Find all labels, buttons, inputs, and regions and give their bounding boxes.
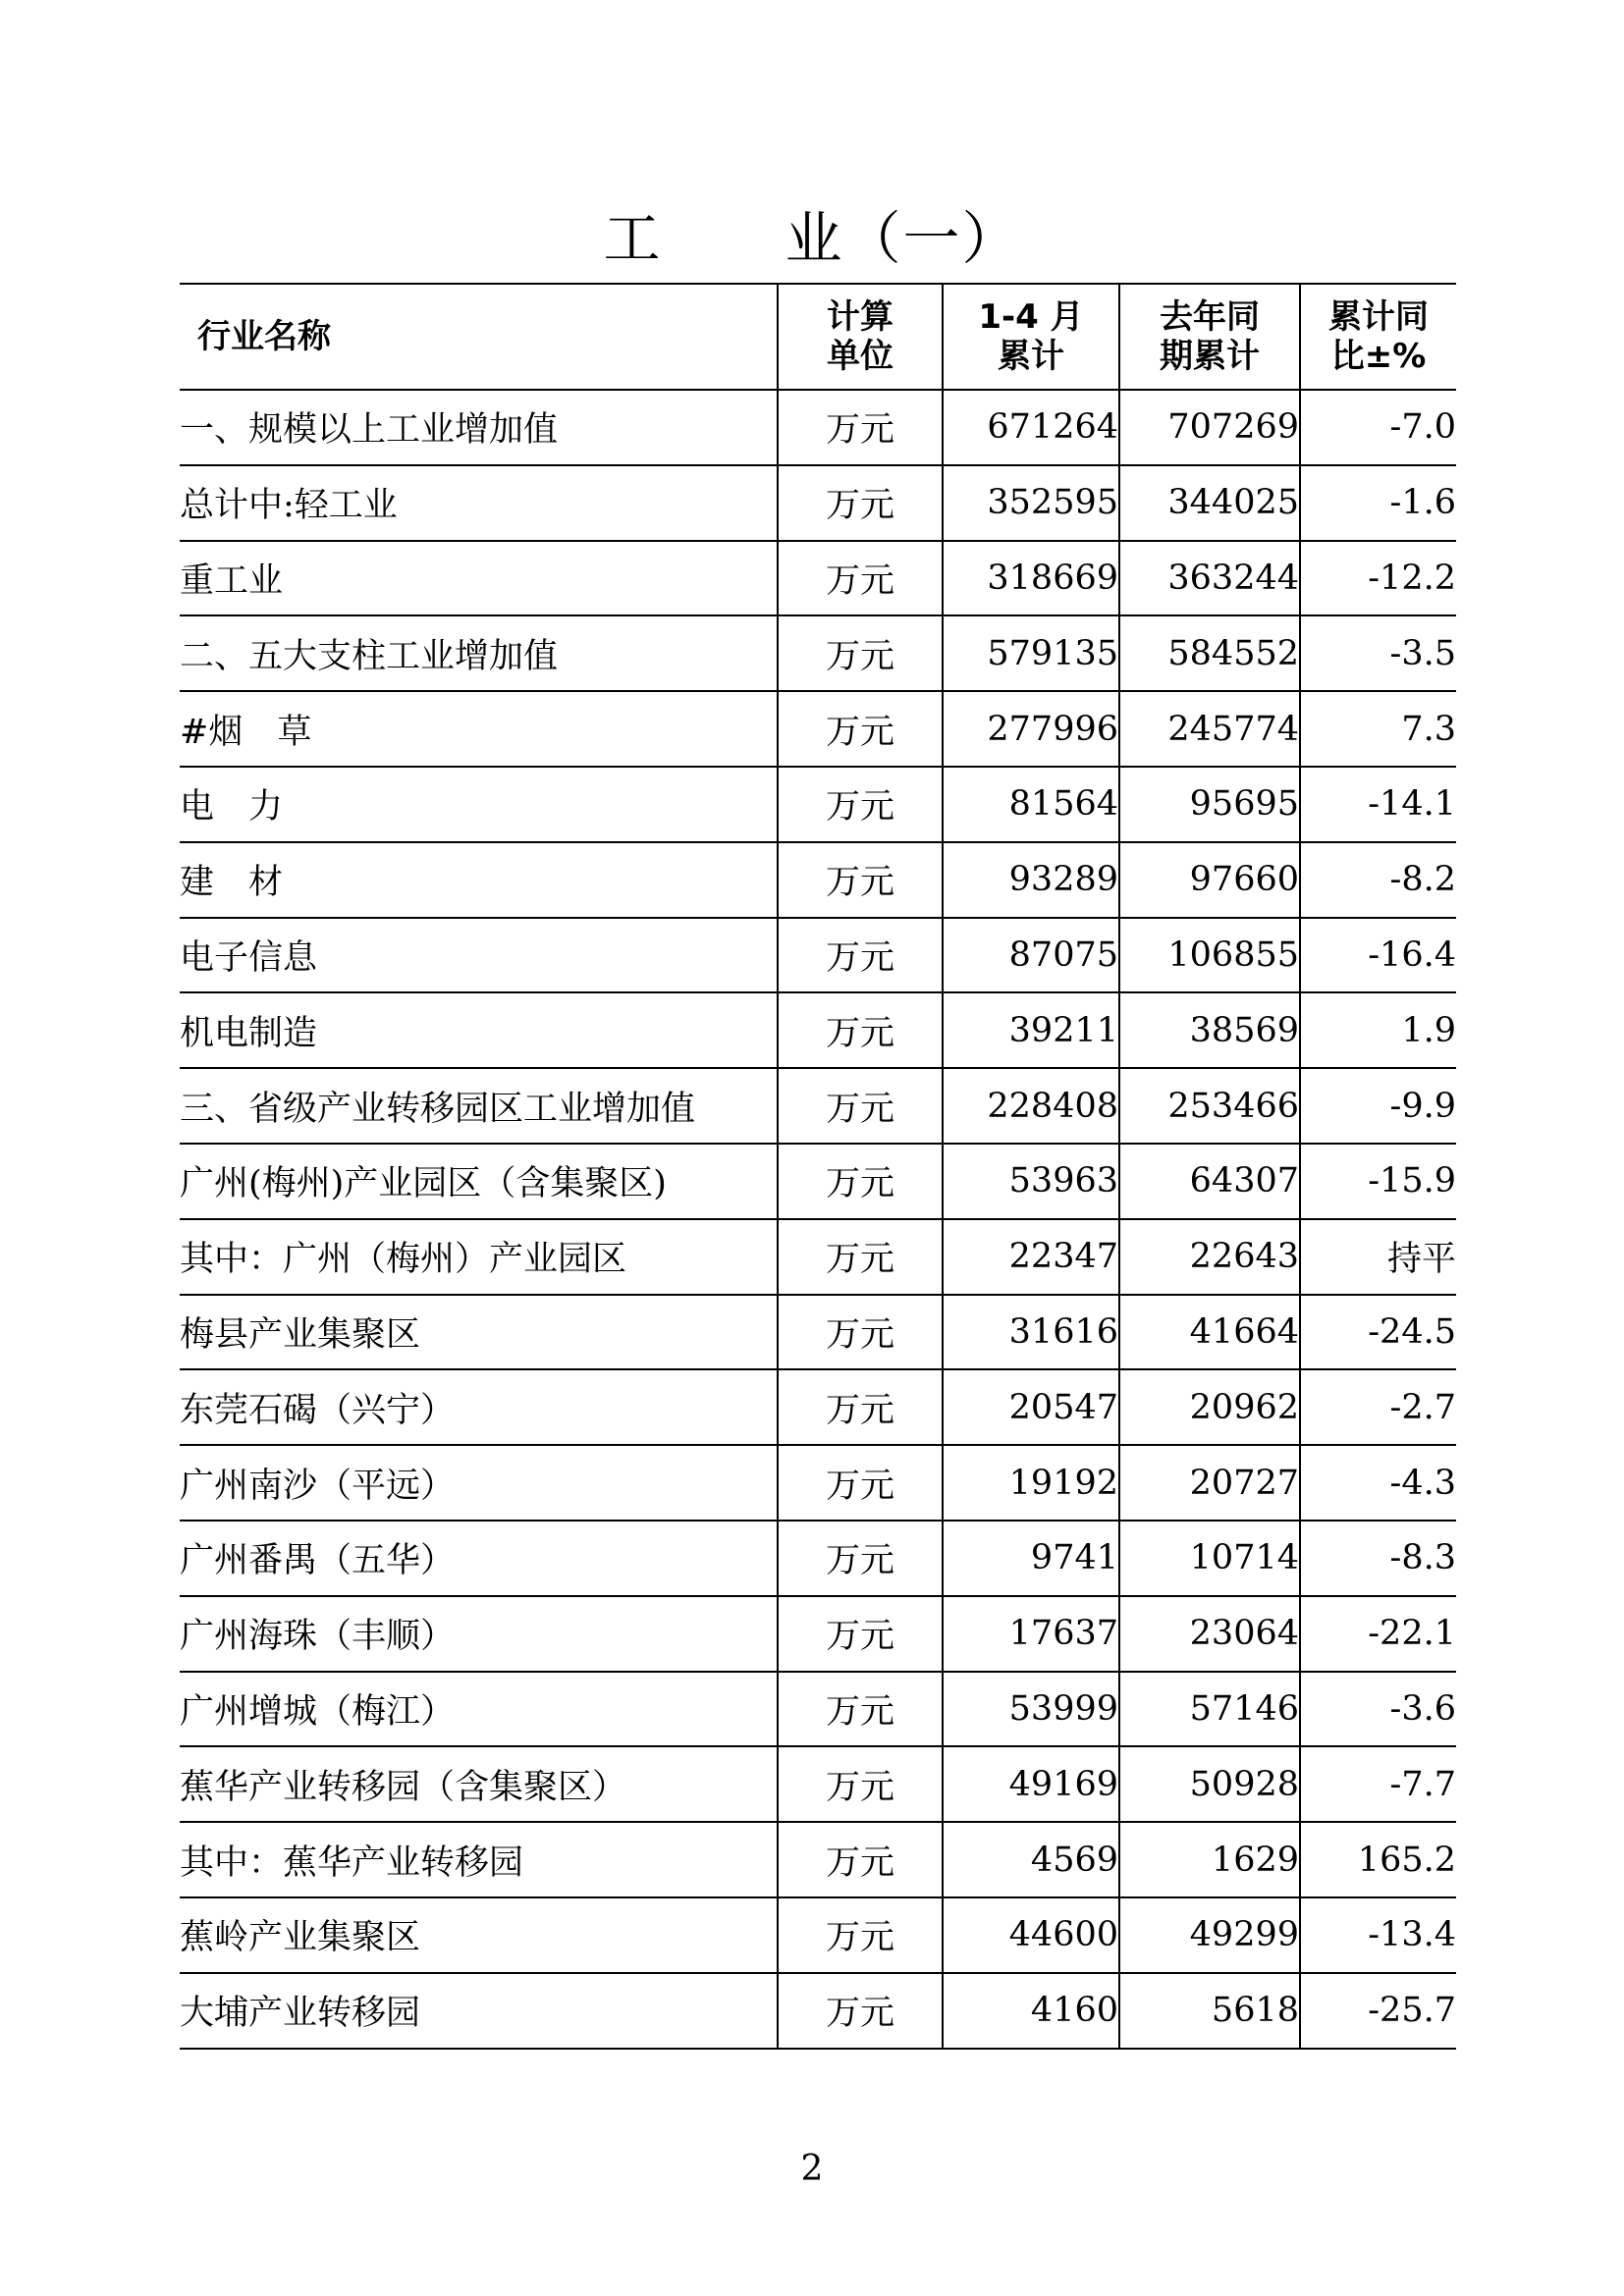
- cell-unit: 万元: [778, 992, 943, 1068]
- cell-unit: 万元: [778, 1144, 943, 1219]
- cell-yoy-change: -8.2: [1300, 842, 1456, 918]
- cell-previous-cumulative: 38569: [1119, 992, 1300, 1068]
- cell-current-cumulative: 44600: [943, 1897, 1119, 1973]
- page-title-part2: 业（一）: [785, 205, 1021, 272]
- table-header: [180, 284, 1456, 390]
- header-pct-line1: 累计同: [1328, 297, 1429, 337]
- header-row: [180, 284, 1456, 390]
- cell-previous-cumulative: 95695: [1119, 767, 1300, 842]
- cell-previous-cumulative: 64307: [1119, 1144, 1300, 1219]
- table-row: [180, 390, 1456, 465]
- table-row: [180, 1445, 1456, 1521]
- cell-unit: 万元: [778, 1369, 943, 1445]
- cell-current-cumulative: 671264: [943, 390, 1119, 465]
- cell-unit: 万元: [778, 390, 943, 465]
- cell-industry-name: 一、规模以上工业增加值: [180, 390, 778, 465]
- cell-industry-name: 广州番禺（五华）: [180, 1521, 778, 1596]
- cell-previous-cumulative: 707269: [1119, 390, 1300, 465]
- cell-unit: 万元: [778, 541, 943, 616]
- cell-yoy-change: -2.7: [1300, 1369, 1456, 1445]
- cell-yoy-change: 持平: [1300, 1219, 1456, 1295]
- cell-industry-name: #烟 草: [180, 691, 778, 767]
- cell-current-cumulative: 93289: [943, 842, 1119, 918]
- cell-previous-cumulative: 57146: [1119, 1672, 1300, 1747]
- cell-yoy-change: 7.3: [1300, 691, 1456, 767]
- cell-yoy-change: -3.5: [1300, 615, 1456, 691]
- table-row: [180, 1068, 1456, 1144]
- cell-industry-name: 广州(梅州)产业园区（含集聚区): [180, 1144, 778, 1219]
- table-row: [180, 767, 1456, 842]
- cell-yoy-change: -7.0: [1300, 390, 1456, 465]
- cell-current-cumulative: 39211: [943, 992, 1119, 1068]
- cell-industry-name: 广州海珠（丰顺）: [180, 1596, 778, 1672]
- cell-yoy-change: -1.6: [1300, 465, 1456, 541]
- cell-previous-cumulative: 49299: [1119, 1897, 1300, 1973]
- cell-industry-name: 广州增城（梅江）: [180, 1672, 778, 1747]
- header-current-line2: 累计: [998, 337, 1064, 376]
- cell-previous-cumulative: 1629: [1119, 1822, 1300, 1897]
- cell-yoy-change: -12.2: [1300, 541, 1456, 616]
- cell-yoy-change: -3.6: [1300, 1672, 1456, 1747]
- cell-current-cumulative: 277996: [943, 691, 1119, 767]
- header-industry-name: 行业名称: [180, 284, 778, 390]
- table-row: [180, 1219, 1456, 1295]
- cell-yoy-change: -13.4: [1300, 1897, 1456, 1973]
- cell-current-cumulative: 20547: [943, 1369, 1119, 1445]
- cell-current-cumulative: 579135: [943, 615, 1119, 691]
- cell-previous-cumulative: 41664: [1119, 1295, 1300, 1370]
- table-body: [180, 390, 1456, 2049]
- cell-yoy-change: -15.9: [1300, 1144, 1456, 1219]
- industry-table: [180, 283, 1456, 2050]
- cell-previous-cumulative: 363244: [1119, 541, 1300, 616]
- cell-previous-cumulative: 344025: [1119, 465, 1300, 541]
- cell-current-cumulative: 31616: [943, 1295, 1119, 1370]
- cell-unit: 万元: [778, 1973, 943, 2049]
- cell-yoy-change: 1.9: [1300, 992, 1456, 1068]
- cell-industry-name: 建 材: [180, 842, 778, 918]
- table-row: [180, 842, 1456, 918]
- cell-unit: 万元: [778, 615, 943, 691]
- table-row: [180, 541, 1456, 616]
- cell-current-cumulative: 81564: [943, 767, 1119, 842]
- header-current-line1: 1-4 月: [978, 297, 1084, 337]
- header-unit: [778, 284, 943, 390]
- cell-current-cumulative: 9741: [943, 1521, 1119, 1596]
- cell-yoy-change: -16.4: [1300, 918, 1456, 993]
- cell-yoy-change: -7.7: [1300, 1746, 1456, 1822]
- table-row: [180, 1973, 1456, 2049]
- header-prev-line1: 去年同: [1160, 297, 1260, 337]
- header-unit-line1: 计算: [827, 297, 893, 337]
- table-row: [180, 1897, 1456, 1973]
- cell-industry-name: 二、五大支柱工业增加值: [180, 615, 778, 691]
- cell-yoy-change: 165.2: [1300, 1822, 1456, 1897]
- cell-current-cumulative: 53963: [943, 1144, 1119, 1219]
- page-number: 2: [800, 2149, 824, 2189]
- cell-unit: 万元: [778, 1596, 943, 1672]
- cell-previous-cumulative: 245774: [1119, 691, 1300, 767]
- cell-unit: 万元: [778, 1897, 943, 1973]
- header-previous-cumulative: [1119, 284, 1300, 390]
- cell-industry-name: 电 力: [180, 767, 778, 842]
- cell-current-cumulative: 352595: [943, 465, 1119, 541]
- page-title-part1: 工: [603, 205, 663, 272]
- cell-industry-name: 其中：蕉华产业转移园: [180, 1822, 778, 1897]
- cell-current-cumulative: 318669: [943, 541, 1119, 616]
- cell-yoy-change: -9.9: [1300, 1068, 1456, 1144]
- cell-yoy-change: -24.5: [1300, 1295, 1456, 1370]
- cell-industry-name: 机电制造: [180, 992, 778, 1068]
- cell-previous-cumulative: 22643: [1119, 1219, 1300, 1295]
- cell-current-cumulative: 19192: [943, 1445, 1119, 1521]
- cell-industry-name: 电子信息: [180, 918, 778, 993]
- cell-previous-cumulative: 253466: [1119, 1068, 1300, 1144]
- cell-current-cumulative: 4160: [943, 1973, 1119, 2049]
- cell-industry-name: 蕉岭产业集聚区: [180, 1897, 778, 1973]
- cell-unit: 万元: [778, 465, 943, 541]
- cell-unit: 万元: [778, 1219, 943, 1295]
- table-row: [180, 918, 1456, 993]
- header-unit-line2: 单位: [827, 337, 893, 376]
- table-row: [180, 1672, 1456, 1747]
- cell-previous-cumulative: 50928: [1119, 1746, 1300, 1822]
- cell-industry-name: 大埔产业转移园: [180, 1973, 778, 2049]
- header-pct-line2: 比±%: [1330, 337, 1427, 376]
- cell-previous-cumulative: 106855: [1119, 918, 1300, 993]
- header-prev-line2: 期累计: [1160, 337, 1260, 376]
- cell-unit: 万元: [778, 1746, 943, 1822]
- cell-current-cumulative: 22347: [943, 1219, 1119, 1295]
- table-row: [180, 1144, 1456, 1219]
- cell-yoy-change: -22.1: [1300, 1596, 1456, 1672]
- table-row: [180, 1295, 1456, 1370]
- cell-industry-name: 重工业: [180, 541, 778, 616]
- cell-previous-cumulative: 584552: [1119, 615, 1300, 691]
- cell-unit: 万元: [778, 767, 943, 842]
- cell-unit: 万元: [778, 1068, 943, 1144]
- header-current-cumulative: [943, 284, 1119, 390]
- cell-unit: 万元: [778, 1672, 943, 1747]
- cell-current-cumulative: 17637: [943, 1596, 1119, 1672]
- cell-unit: 万元: [778, 842, 943, 918]
- cell-industry-name: 广州南沙（平远）: [180, 1445, 778, 1521]
- cell-current-cumulative: 4569: [943, 1822, 1119, 1897]
- table-row: [180, 691, 1456, 767]
- cell-unit: 万元: [778, 1445, 943, 1521]
- cell-industry-name: 梅县产业集聚区: [180, 1295, 778, 1370]
- cell-previous-cumulative: 10714: [1119, 1521, 1300, 1596]
- table-row: [180, 992, 1456, 1068]
- cell-previous-cumulative: 97660: [1119, 842, 1300, 918]
- cell-unit: 万元: [778, 1295, 943, 1370]
- cell-yoy-change: -8.3: [1300, 1521, 1456, 1596]
- table-row: [180, 1746, 1456, 1822]
- table-row: [180, 1596, 1456, 1672]
- cell-industry-name: 三、省级产业转移园区工业增加值: [180, 1068, 778, 1144]
- cell-previous-cumulative: 23064: [1119, 1596, 1300, 1672]
- cell-yoy-change: -4.3: [1300, 1445, 1456, 1521]
- cell-yoy-change: -14.1: [1300, 767, 1456, 842]
- table-row: [180, 1521, 1456, 1596]
- cell-current-cumulative: 53999: [943, 1672, 1119, 1747]
- cell-previous-cumulative: 20727: [1119, 1445, 1300, 1521]
- cell-unit: 万元: [778, 691, 943, 767]
- cell-industry-name: 蕉华产业转移园（含集聚区）: [180, 1746, 778, 1822]
- table-row: [180, 1369, 1456, 1445]
- cell-current-cumulative: 87075: [943, 918, 1119, 993]
- page-title: [0, 204, 1624, 273]
- cell-unit: 万元: [778, 1521, 943, 1596]
- cell-current-cumulative: 228408: [943, 1068, 1119, 1144]
- cell-industry-name: 总计中:轻工业: [180, 465, 778, 541]
- table-row: [180, 615, 1456, 691]
- cell-industry-name: 东莞石碣（兴宁）: [180, 1369, 778, 1445]
- cell-yoy-change: -25.7: [1300, 1973, 1456, 2049]
- cell-previous-cumulative: 20962: [1119, 1369, 1300, 1445]
- cell-industry-name: 其中：广州（梅州）产业园区: [180, 1219, 778, 1295]
- cell-previous-cumulative: 5618: [1119, 1973, 1300, 2049]
- table-row: [180, 1822, 1456, 1897]
- cell-current-cumulative: 49169: [943, 1746, 1119, 1822]
- cell-unit: 万元: [778, 1822, 943, 1897]
- cell-unit: 万元: [778, 918, 943, 993]
- table-row: [180, 465, 1456, 541]
- header-yoy-change: [1300, 284, 1456, 390]
